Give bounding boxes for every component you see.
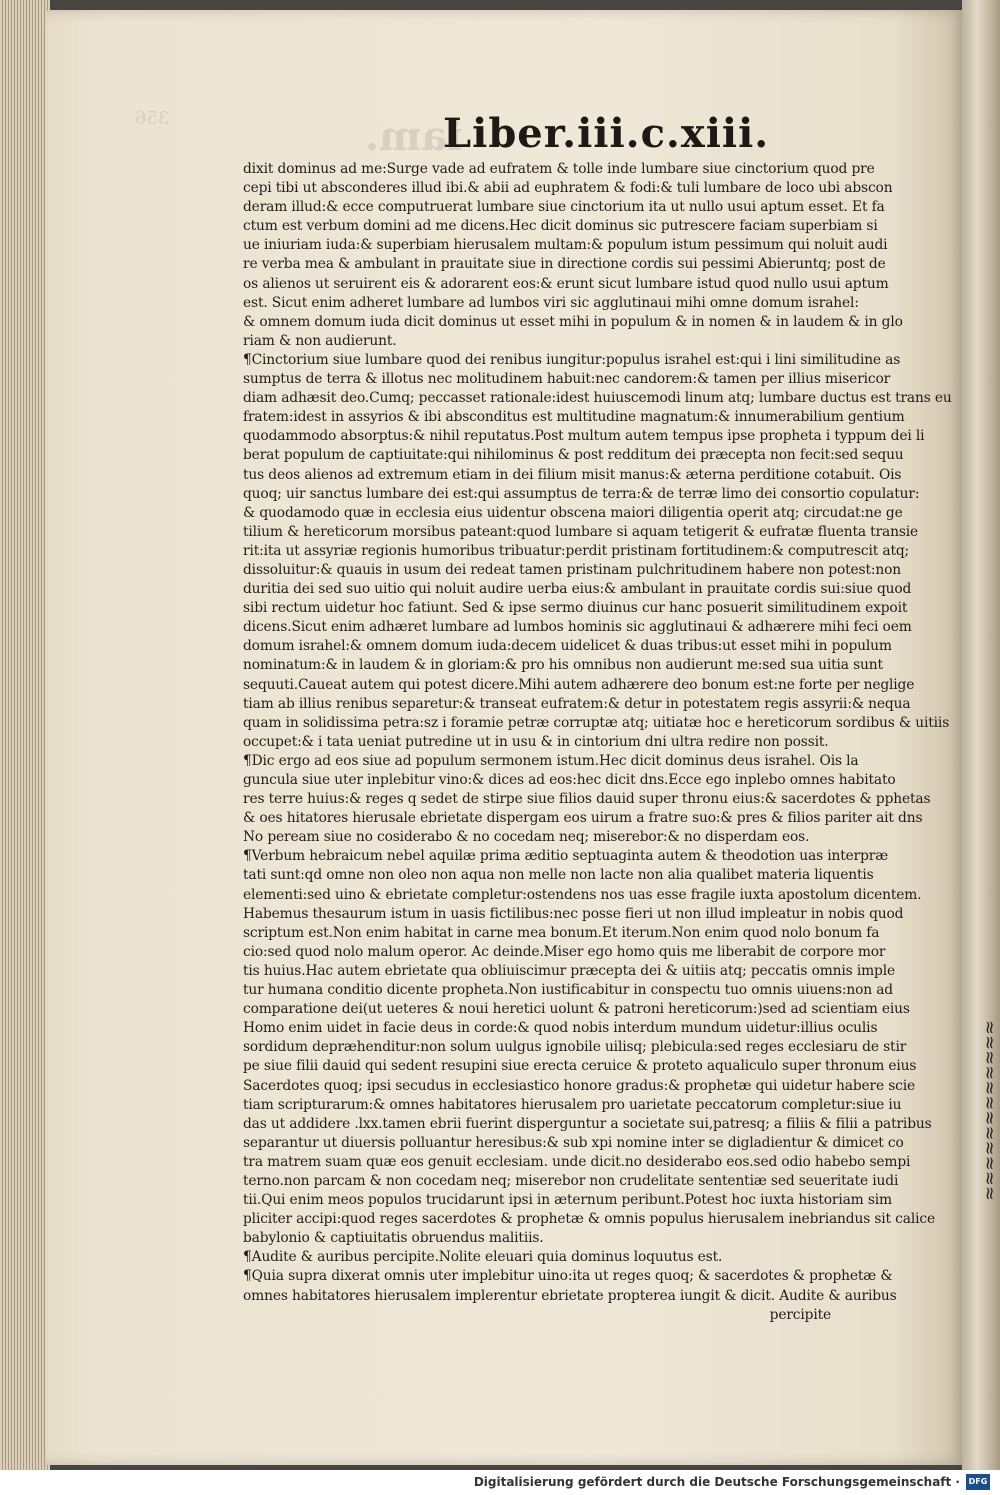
bleedthrough-header: iam. xyxy=(365,113,463,160)
text-line: tur humana conditio dicente propheta.Non iustificabitur in conspectu tuo omnis uiuens:non ad xyxy=(243,982,893,999)
text-line: tiam scripturarum:& omnes habitatores hierusalem pro uarietate peccatorum completur:siue iu xyxy=(243,1096,902,1113)
text-line: riam & non audierunt. xyxy=(243,332,397,349)
text-line: terno.non parcam & non cocedam neq; miserebor non crudelitate sententiæ sed seueritate iudi xyxy=(243,1172,899,1189)
running-header: Liber.iii.c.xiii. xyxy=(443,110,770,157)
text-line: dixit dominus ad me:Surge vade ad eufratem & tolle inde lumbare siue cinctorium quod pre xyxy=(243,161,875,177)
funding-notice: Digitalisierung gefördert durch die Deutsche Forschungsgemeinschaft · xyxy=(473,1475,960,1489)
text-line: nominatum:& in laudem & in gloriam:& pro his omnibus non audierunt me:sed sua uitia sunt xyxy=(243,657,883,674)
text-line: & quodamodo quæ in ecclesia eius uidentur obscena maiori diligentia operit atq; circudat:ne ge xyxy=(243,504,903,521)
text-line: est. Sicut enim adheret lumbare ad lumbos viri sic agglutinaui mihi omne domum israhel: xyxy=(243,294,859,311)
text-line: babylonio & captiuitatis obruendus malitiis. xyxy=(243,1230,544,1247)
text-line: ¶Audite & auribus percipite.Nolite eleuari quia dominus loquutus est. xyxy=(243,1249,723,1266)
spine-marks: ≈≈≈≈≈≈≈≈≈≈≈≈ xyxy=(979,1020,1000,1201)
text-line: omnes habitatores hierusalem implerentur ebrietate propterea iungit & dicit. Audite & auribus xyxy=(243,1287,897,1304)
text-line: & oes hitatores hierusale ebrietate dispergam eos uirum a fratre suo:& pres & filios pariter ait dns xyxy=(243,810,923,827)
text-line: dissoluitur:& quauis in usum dei redeat tamen pristinam pulchritudinem habere non potest:non xyxy=(243,561,901,578)
text-line: tati sunt:qd omne non oleo non aqua non melle non lacte non alia qualibet materia liquentis xyxy=(243,867,874,884)
text-line: & omnem domum iuda dicit dominus ut esset mihi in populum & in nomen & in laudem & in glo xyxy=(243,313,903,330)
text-line: deram illud:& ecce computruerat lumbare siue cinctorium ita ut nullo usui aptum esset. Et fa xyxy=(243,199,885,216)
text-line: duritia dei sed suo uitio qui noluit audire uerba eius:& ambulant in prauitate cordis sui:siue quod xyxy=(243,581,912,598)
text-line: rit:ita ut assyriæ regionis humoribus tribuatur:perdit pristinam fortitudinem:& computrescit atq; xyxy=(243,542,910,559)
text-line: quam in solidissima petra:sz i foramie petræ corruptæ atq; uitiatæ hoc e hereticorum sordibus & uitiis xyxy=(243,714,950,731)
text-line: ¶Quia supra dixerat omnis uter implebitur uino:ita ut reges quoq; & sacerdotes & prophetæ & xyxy=(243,1268,893,1285)
text-line: ¶Dic ergo ad eos siue ad populum sermonem istum.Hec dicit dominus deus israhel. Ois la xyxy=(243,752,859,769)
text-line: ¶Cinctorium siue lumbare quod dei renibus iungitur:populus israhel est:qui i lini similitudine as xyxy=(243,351,901,368)
text-line: ue iniuriam iuda:& superbiam hierusalem multam:& populum istum pessimum qui noluit audi xyxy=(243,237,888,254)
footer-bar xyxy=(0,1470,1000,1495)
text-line: tii.Qui enim meos populos trucidarunt ipsi in æternum peribunt.Potest hoc iuxta historiam sim xyxy=(243,1192,892,1209)
text-line: berat populum de captiuitate:qui nihilominus & post redditum dei præcepta non fecit:sed sequu xyxy=(243,447,904,464)
dfg-logo-icon: DFG xyxy=(966,1474,990,1490)
text-line: re verba mea & ambulant in prauitate siue in directione cordis sui pessimi Abieruntq; post de xyxy=(243,256,886,273)
text-line: separantur ut diuersis polluantur heresibus:& sub xpi nomine inter se digladientur & dimicet co xyxy=(243,1134,904,1151)
text-line: quodammodo absorptus:& nihil reputatus.Post multum autem tempus ipse propheta i typpum dei li xyxy=(243,428,925,445)
left-page-edges xyxy=(0,0,50,1470)
text-line: res terre huius:& reges q sedet de stirpe siue filios dauid super thronu eius:& sacerdotes & pphetas xyxy=(243,791,931,808)
text-line: tra matrem suam quæ eos genuit ecclesiam. unde dicit.no desiderabo eos.sed odio habebo sempi xyxy=(243,1153,911,1170)
text-line: Homo enim uidet in facie deus in corde:& quod nobis interdum mundum uidetur:illius oculis xyxy=(243,1020,878,1037)
text-line: quoq; uir sanctus lumbare dei est:qui assumptus de terra:& de terræ limo dei consortio copulatur: xyxy=(243,485,920,502)
text-line: pliciter accipi:quod reges sacerdotes & prophetæ & omnis populus hierusalem inebriandus sit calice xyxy=(243,1211,935,1228)
text-line: elementi:sed uino & ebrietate completur:ostendens nos uas esse fragile iuxta apostolum dicentem. xyxy=(243,886,922,903)
text-line: sumptus de terra & illotus nec molitudinem habuit:nec candorem:& tamen per illius misericor xyxy=(243,371,891,388)
text-line: pe siue filii dauid qui sedent resupini siue erecta ceruice & proteto aqualiculo super thronum eius xyxy=(243,1058,917,1075)
text-line: ¶Verbum hebraicum nebel aquilæ prima æditio septuaginta autem & theodotion uas interpræ xyxy=(243,848,889,865)
text-line: sordidum depræhenditur:non solum uulgus ignobile uilisq; plebicula:sed reges ecclesiaru de stir xyxy=(243,1039,907,1056)
text-line: das ut addidere .lxx.tamen ebrii fuerint disperguntur a societate sui,patresq; a filiis & filii a patribus xyxy=(243,1115,932,1132)
text-line: ctum est verbum domini ad me dicens.Hec dicit dominus sic putrescere faciam superbiam si xyxy=(243,218,878,235)
text-line: sibi rectum uidetur hoc fatiunt. Sed & ipse sermo diuinus cur hanc posuerit similitudinem expoit xyxy=(243,600,908,617)
text-line: dicens.Sicut enim adhæret lumbare ad lumbos hominis sic agglutinaui & adhærere mihi feci oem xyxy=(243,619,912,636)
text-line: percipite xyxy=(769,1306,831,1323)
bleedthrough-page-number: 356 xyxy=(135,108,170,129)
text-line: Habemus thesaurum istum in uasis fictilibus:nec posse fieri ut non illud impleatur in nobis quod xyxy=(243,905,904,922)
text-line: domum israhel:& omnem domum iuda:decem uidelicet & duas tribus:ut esset mihi in populum xyxy=(243,638,892,655)
text-line: No peream siue no cosiderabo & no cocedam neq; miserebor:& no disperdam eos. xyxy=(243,829,810,846)
text-line: fratem:idest in assyrios & ibi absconditus est multitudine magnatum:& innumerabilium gentium xyxy=(243,409,905,426)
text-line: tis huius.Hac autem ebrietate qua obliuiscimur præcepta dei & uitiis atq; peccatis omnis imple xyxy=(243,962,895,979)
text-line: diam adhæsit deo.Cumq; peccasset rationale:idest huiuscemodi linum atq; lumbare ductus est trans eu xyxy=(243,390,952,407)
text-line: sequuti.Caueat autem qui potest dicere.Mihi autem adhærere deo bonum est:ne forte per neglige xyxy=(243,676,915,693)
text-line: scriptum est.Non enim habitat in carne mea bonum.Et iterum.Non enim quod nolo bonum fa xyxy=(243,924,880,941)
text-line: tilium & hereticorum morsibus pateant:quod lumbare si aquam tetigerit & eufratæ fluenta transie xyxy=(243,523,919,540)
text-line: tiam ab illius renibus separetur:& transeat eufratem:& detur in potestatem regis assyrii:& nequa xyxy=(243,695,911,712)
text-line: cio:sed quod nolo malum operor. Ac deinde.Miser ego homo quis me liberabit de corpore mor xyxy=(243,943,886,960)
body-text xyxy=(243,160,952,1325)
text-line: Sacerdotes quoq; ipsi secudus in ecclesiastico honore gradus:& prophetæ qui uidetur habere scie xyxy=(243,1077,916,1094)
text-line: cepi tibi ut absconderes illud ibi.& abii ad euphratem & fodi:& tuli lumbare de loco ubi abscon xyxy=(243,180,893,197)
text-line: tus deos alienos ad extremum etiam in dei filium misit manus:& æterna perditione cotabuit. Ois xyxy=(243,466,902,483)
text-line: occupet:& i tata ueniat putredine ut in usu & in cintorium dni ultra redire non possit. xyxy=(243,733,829,750)
text-line: os alienos ut seruirent eis & adorarent eos:& erunt sicut lumbare istud quod nullo usui aptum xyxy=(243,275,889,292)
text-line: guncula siue uter inplebitur vino:& dices ad eos:hec dicit dns.Ecce ego inplebo omnes habitato xyxy=(243,772,896,788)
text-line: comparatione dei(ut ueteres & noui heretici uolunt & patroni hereticorum:)sed ad scientiam eius xyxy=(243,1001,910,1018)
